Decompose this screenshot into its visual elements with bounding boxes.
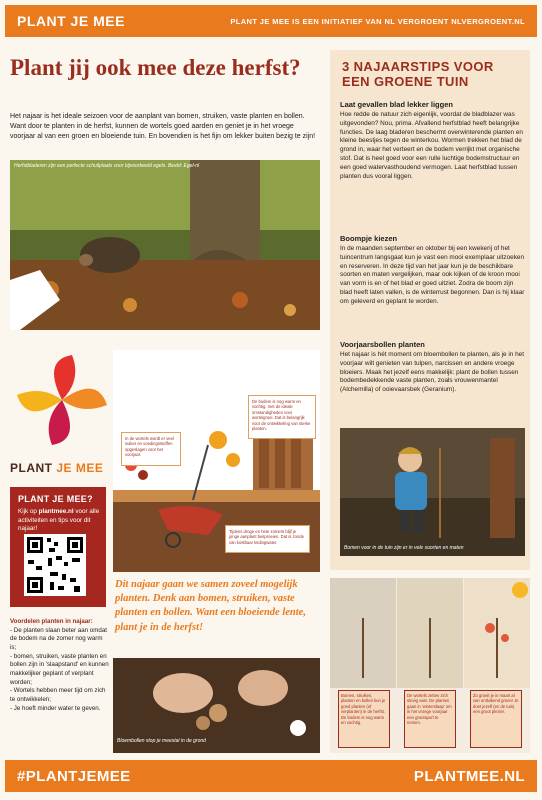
cta-body-b: voor alle activiteiten en tips voor dit najaar! — [18, 508, 100, 532]
benefit-item: - De planten slaan beter aan omdat de bodem na de zomer nog warm is; — [10, 626, 107, 652]
plant-je-mee-cta — [10, 487, 106, 607]
benefit-item: - Wortels hebben meer tijd om zich te ontwikkelen; — [10, 687, 106, 704]
child-planting-icon — [340, 428, 525, 556]
top-banner — [5, 5, 537, 37]
campaign-quote: Dit najaar gaan we samen zoveel mogelijk planten. Denk aan bomen, struiken, vaste planten en bollen. Want een bloeiende lente, plant je in de herfst! — [115, 579, 306, 633]
footer-hashtag: #PLANTJEMEE — [17, 767, 131, 785]
footer-website[interactable]: PLANTMEE.NL — [413, 767, 525, 785]
intro-text: Het najaar is het ideale seizoen voor de aanplant van bomen, struiken, vaste planten en bollen. Want door te planten in de herfst, kunnen de wortels goed aarden en geniet je in het vroege voorjaar al van een groen en bloeiende tuin. En bovendien is het fijn om lekker buiten bezig te zijn! — [10, 113, 316, 141]
qr-code-icon — [24, 534, 86, 596]
benefits-list — [10, 618, 110, 713]
tips-title: 3 NAJAARSTIPS VOOR EEN GROENE TUIN — [342, 59, 494, 89]
speech-bubble-roots: In de wortels wordt er veel suiker en voedingsstoffen opgeslagen voor het voorjaar. — [121, 432, 181, 466]
benefit-item: - Je hoeft minder water te geven. — [10, 704, 101, 712]
brand-name: PLANT JE MEE — [17, 13, 125, 29]
tip-heading: Voorjaarsbollen planten — [340, 340, 425, 349]
logo-text-plant: PLANT — [10, 461, 57, 475]
tip-body: In de maanden september en oktober bij een kwekerij of het tuincentrum langsgaat kun je vast een mooi exemplaar uitzoeken en reserveren. In deze tijd van het jaar kun je de beschikbare soorten en maten vergelijken, maar ook kijken of de kroon mooi van vorm is en of het blad er goed uitziet. Zodra de boom zijn blad heeft laten vallen, is de winterrust begonnen. Dan is hij klaar om geleverd en geplant te worden. — [340, 245, 525, 305]
cta-title: PLANT JE MEE? — [18, 494, 93, 504]
tip-heading: Laat gevallen blad lekker liggen — [340, 100, 453, 109]
header-tagline: PLANT JE MEE IS EEN INITIATIEF VAN NL VERGROENT NLVERGROENT.NL — [230, 16, 525, 26]
garden-illustration — [113, 350, 320, 572]
kid-caption: Bomen voor in de tuin zijn er in vele soorten en maten — [344, 545, 464, 551]
bulbs-photo — [113, 658, 320, 753]
cta-link[interactable]: plantmee.nl — [38, 508, 74, 515]
bottom-banner — [5, 760, 537, 792]
qr-code[interactable] — [24, 534, 86, 596]
tip-body: Het najaar is hét moment om bloembollen te planten, als je in het voorjaar wilt genieten van tulpen, narcissen en andere vroege bloeiers. Maak het jezelf eens makkelijk: plant de bollen tussen bodembedekkende vaste planten, zoals vrouwenmantel (Alchemilla) of ooievaarsbek (Geranium). — [340, 351, 525, 394]
logo-text-jemee: JE MEE — [56, 461, 104, 475]
step-box: Bomen, struiken, planten en bollen kun je goed planten (of verplanten) in de herfst. De bodem is nog warm en vochtig. — [338, 690, 390, 748]
step-box: Zo groeit je in maart al van ontluikend groen! Je doet jezelf (en de tuin) een groot plezier. — [470, 690, 522, 748]
speech-bubble-water: Tijdens droge en hete zomers blijf je jonge aanplant besproeien. Dat is zonde van kostbaar leidingwater. — [225, 525, 310, 553]
logo-text — [10, 461, 103, 475]
flower-logo-icon — [12, 350, 112, 450]
step-box: De wortels zetten zich stevig vast. De planten gaan in 'winterslaap' om in het vroege voorjaar een groeispurt te nemen. — [404, 690, 456, 748]
tips-panel — [330, 50, 530, 570]
cta-body — [18, 508, 102, 534]
hedgehog-photo — [10, 160, 320, 330]
kid-planting-photo — [340, 428, 525, 556]
benefits-heading: Voordelen planten in najaar: — [10, 618, 93, 625]
speech-bubble-soil: De bodem is nog warm en vochtig, met de ideale omstandigheden voor wortelgroei. Dat is belangrijk voor de ontwikkeling van sterke planten. — [248, 395, 316, 439]
hedgehog-scene-icon — [10, 160, 320, 330]
bulbs-caption: Bloembollen stop je meestal in de grond — [117, 738, 206, 744]
tip-body: Hoe redde de natuur zich eigenlijk, voordat de bladblazer was uitgevonden? Nou, prima. Afvallend herfstblad heeft belangrijke functies. De laag bladeren beschermt overwinterende planten en kleine beestjes tegen de winterkou. Wormen trekken het blad de grond in, waar het verteert en de bodem verrijkt met organische stof. Dat is heel goed voor een rulle luchtige bodemstructuur en een goed watervasthoudend vermogen. Laat herfstblad tussen planten dus vooral liggen. — [340, 111, 523, 180]
photo-caption: Herfstbladeren zijn een perfecte schuilplaats voor bijvoorbeeld egels. Beeld: Egel-nl — [14, 163, 200, 169]
page-title: Plant jij ook mee deze herfst? — [10, 55, 301, 80]
plant-je-mee-logo — [12, 350, 112, 450]
cta-body-a: Kijk op — [18, 508, 39, 515]
tip-heading: Boompje kiezen — [340, 234, 398, 243]
benefit-item: - bomen, struiken, vaste planten en bollen zijn in 'slaapstand' en kunnen makkelijker geplant of verplant worden; — [10, 652, 109, 686]
